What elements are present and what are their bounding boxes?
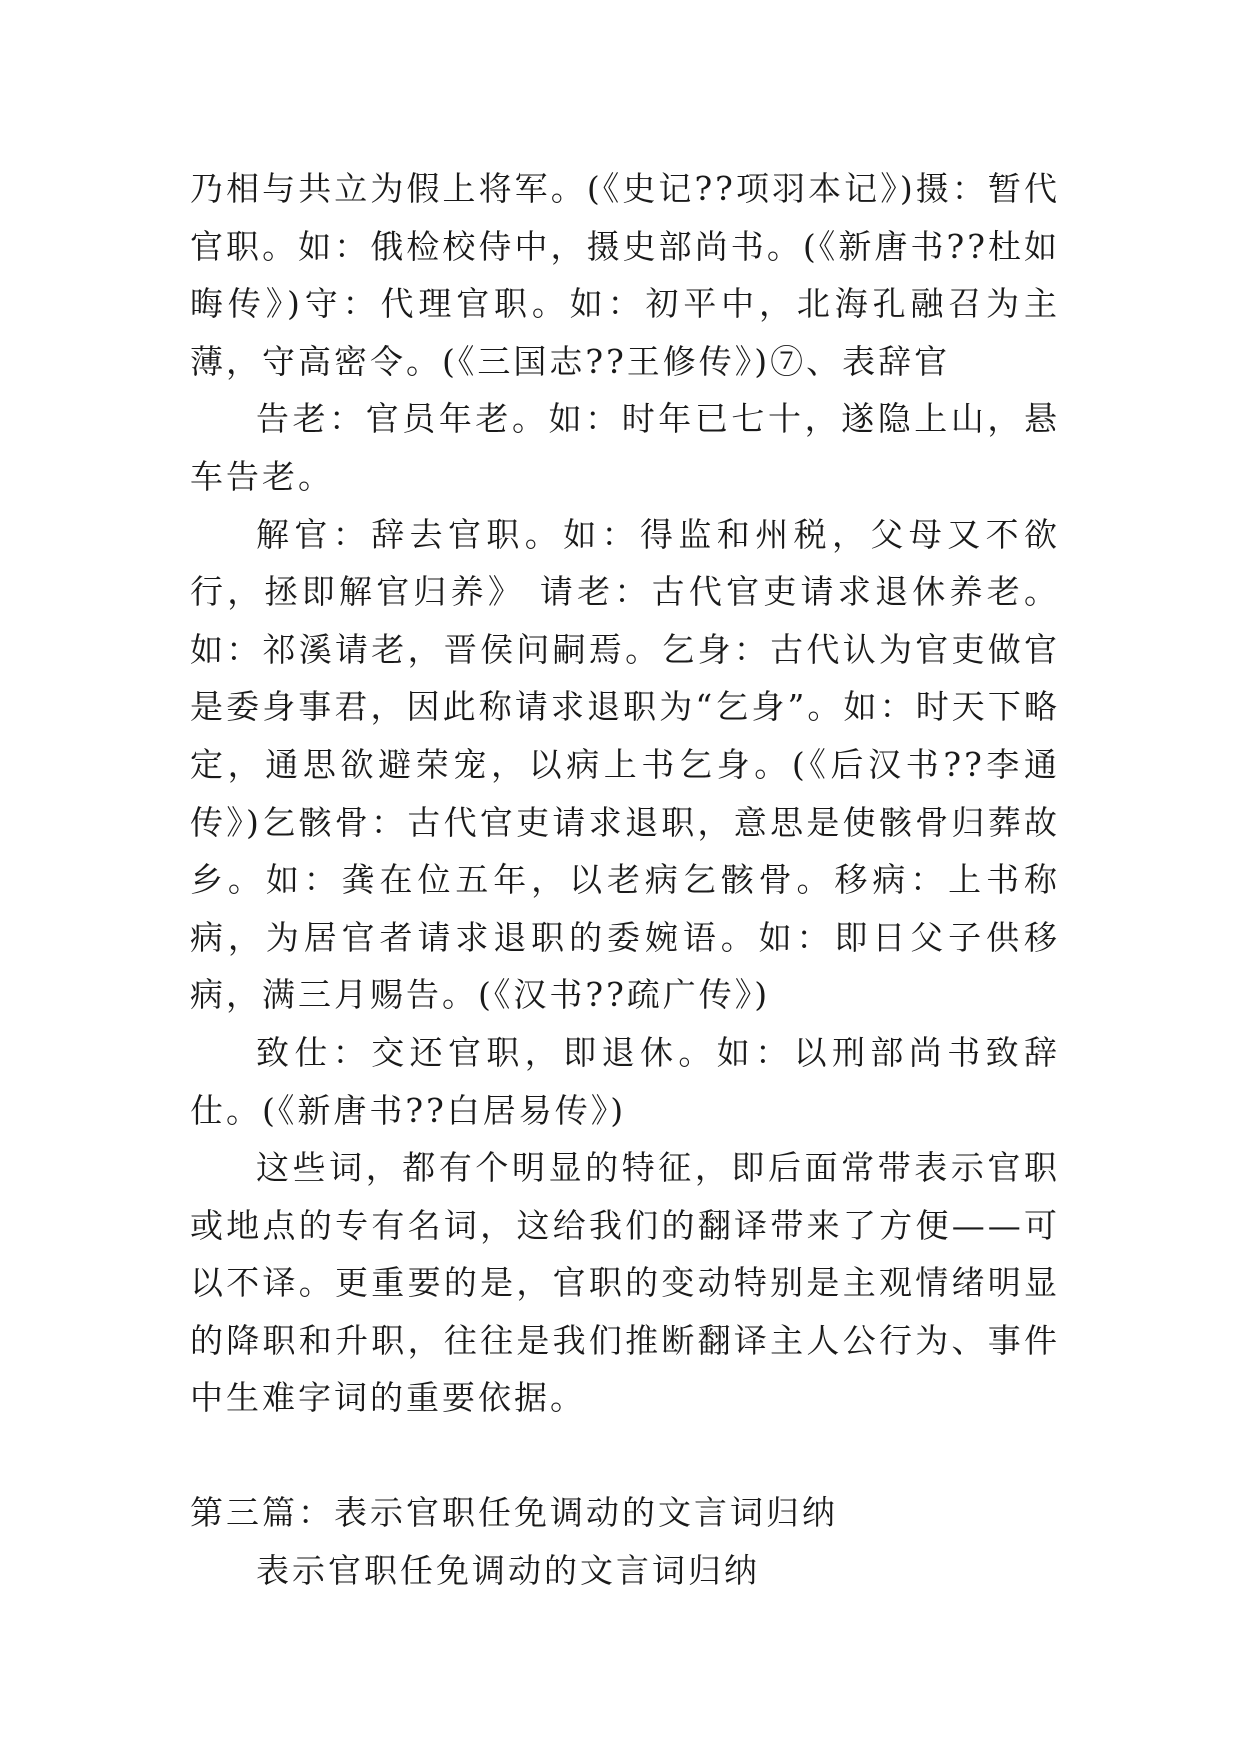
paragraph-5: 这些词，都有个明显的特征，即后面常带表示官职或地点的专有名词，这给我们的翻译带来了方便——可以不译。更重要的是，官职的变动特别是主观情绪明显的降职和升职，往往是我们推断翻译主人公行为、事件中生难字词的重要依据。 xyxy=(190,1148,1060,1418)
paragraph-3: 解官：辞去官职。如：得监和州税，父母又不欲行，拯即解官归养》 请老：古代官吏请求退休养老。如：祁溪请老，晋侯问嗣焉。乞身：古代认为官吏做官是委身事君，因此称请求退职为“乞身”。如：时天下略定，通思欲避荣宠，以病上书乞身。(《后汉书??李通传》)乞骸骨：古代官吏请求退职，意思是使骸骨归葬故乡。如：龚在位五年，以老病乞骸骨。移病：上书称病，为居官者请求退职的委婉语。如：即日父子供移病，满三月赐告。(《汉书??疏广传》) xyxy=(190,514,1060,1015)
section-title: 第三篇：表示官职任免调动的文言词归纳 xyxy=(190,1493,838,1533)
paragraph-2: 告老：官员年老。如：时年已七十，遂隐上山，悬车告老。 xyxy=(190,399,1060,496)
section-subtitle: 表示官职任免调动的文言词归纳 xyxy=(256,1550,760,1590)
paragraph-1: 乃相与共立为假上将军。(《史记??项羽本记》)摄：暂代官职。如：俄检校侍中，摄史部尚书。(《新唐书??杜如晦传》)守：代理官职。如：初平中，北海孔融召为主薄，守高密令。(《三国志??王修传》)⑦、表辞官 xyxy=(190,169,1060,381)
document-body xyxy=(190,160,1060,1599)
section-gap xyxy=(190,1427,1060,1484)
paragraph-4: 致仕：交还官职，即退休。如：以刑部尚书致辞仕。(《新唐书??白居易传》) xyxy=(190,1032,1060,1130)
